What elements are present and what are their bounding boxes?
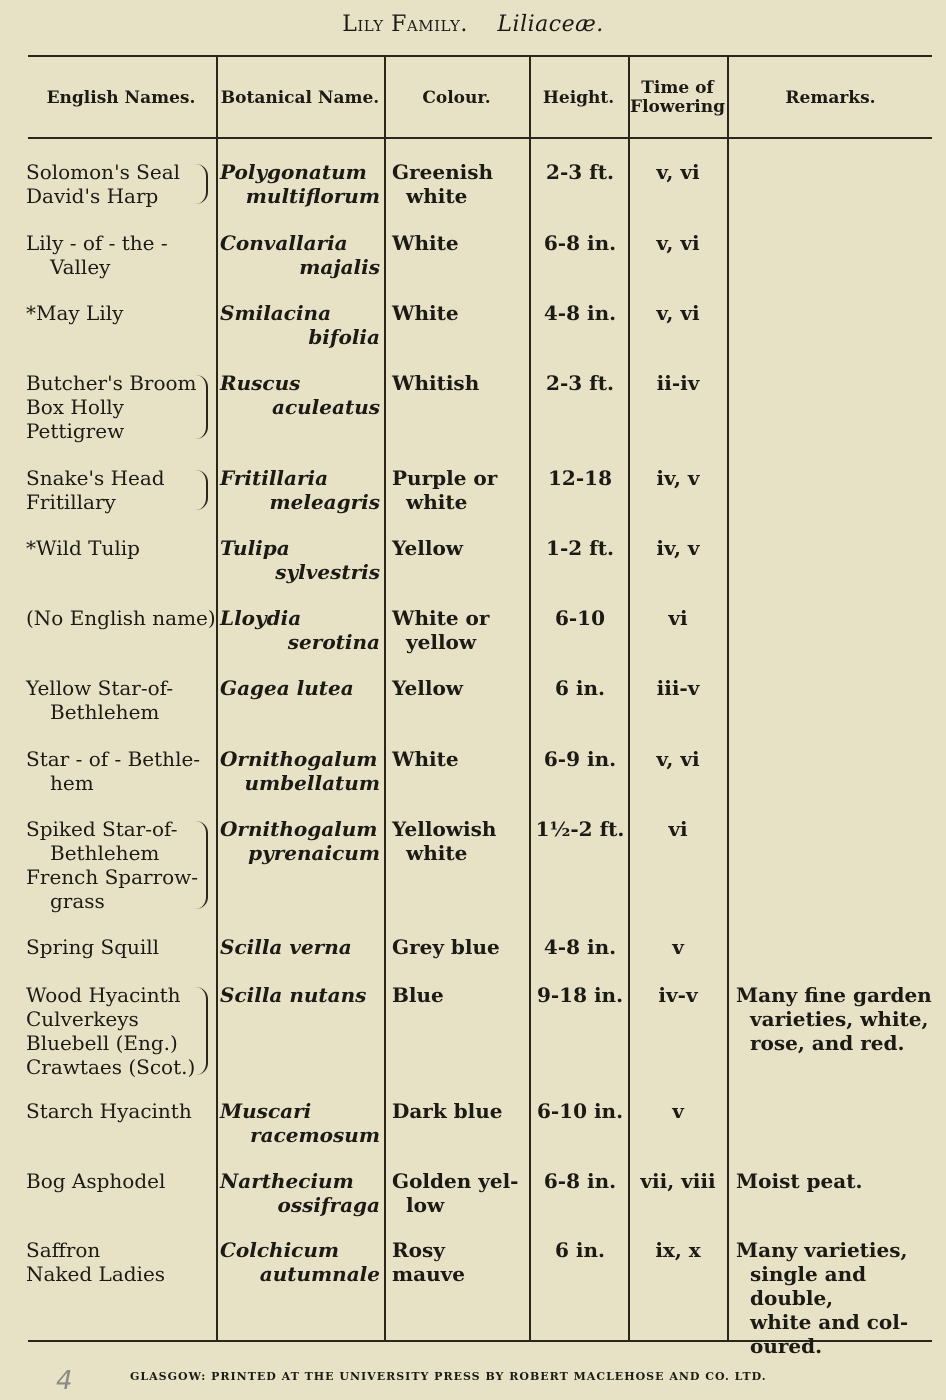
remark-line: single and double, [750, 1262, 867, 1310]
colour-cell [392, 1099, 522, 1123]
english-name-cell [26, 371, 211, 443]
remarks-cell [736, 1238, 932, 1358]
colour-cell [392, 301, 522, 325]
english-name-cell [26, 817, 211, 913]
botanical-name: Ornithogalum [220, 817, 378, 841]
flowering-time-cell: vii, viii [640, 1169, 716, 1193]
english-name: hem [50, 771, 94, 795]
flowering-time-cell: iii-v [656, 676, 700, 700]
remarks-cell [736, 983, 932, 1055]
colour-text: white [406, 490, 468, 514]
english-name: grass [50, 889, 105, 913]
colour-cell [392, 676, 522, 700]
english-name: Spiked Star-of- [26, 817, 178, 841]
english-name: Bethlehem [50, 841, 160, 865]
botanical-name: Ruscus [220, 371, 301, 395]
botanical-name: sylvestris [275, 560, 380, 584]
botanical-name: Gagea lutea [220, 676, 354, 700]
colour-cell [392, 231, 522, 255]
english-name: Bethlehem [50, 700, 160, 724]
flowering-time-cell: v, vi [656, 160, 700, 184]
page-mark: 4 [56, 1366, 73, 1396]
height-cell: 1-2 ft. [546, 536, 614, 560]
botanical-name-cell [220, 1169, 380, 1217]
botanical-name-cell [220, 536, 380, 584]
botanical-name: Scilla verna [220, 935, 352, 959]
header-remarks: Remarks. [785, 87, 876, 108]
height-cell: 6-9 in. [543, 747, 617, 771]
botanical-name-cell [220, 466, 380, 514]
colour-text: Greenish [392, 160, 494, 184]
flowering-time-cell: v [672, 935, 684, 959]
english-name: Naked Ladies [26, 1262, 166, 1286]
colour-text: white [406, 184, 468, 208]
colour-text: Blue [392, 983, 444, 1007]
english-name-cell [26, 301, 211, 325]
english-name: French Sparrow- [26, 865, 199, 889]
colour-text: Golden yel- [392, 1169, 519, 1193]
colour-text: Grey blue [392, 935, 500, 959]
botanical-name: Lloydia [220, 606, 302, 630]
flowering-time-cell: vi [668, 606, 688, 630]
column-divider [216, 57, 218, 1340]
english-name: Solomon's Seal [26, 160, 181, 184]
botanical-name: Muscari [220, 1099, 312, 1123]
botanical-name: ossifraga [277, 1193, 380, 1217]
brace-mark [196, 470, 208, 510]
botanical-name: meleagris [269, 490, 380, 514]
botanical-name: Smilacina [220, 301, 332, 325]
flowering-time-cell: iv-v [658, 983, 698, 1007]
flowering-time-cell: v, vi [656, 301, 700, 325]
flowering-time-cell: iv, v [656, 536, 700, 560]
flowering-time-cell: ii-iv [656, 371, 700, 395]
colour-cell [392, 747, 522, 771]
english-name: Culverkeys [26, 1007, 139, 1031]
brace-mark [196, 375, 208, 439]
height-cell: 6-8 in. [543, 1169, 617, 1193]
english-name: Star - of - Bethle- [26, 747, 201, 771]
english-name-cell [26, 1238, 211, 1286]
flowering-time-cell: iv, v [656, 466, 700, 490]
colour-cell [392, 817, 522, 865]
colour-text: White [392, 747, 459, 771]
height-cell: 4-8 in. [543, 301, 617, 325]
english-name-cell [26, 1099, 211, 1123]
botanical-name: pyrenaicum [248, 841, 380, 865]
title-latin: Liliaceæ. [497, 12, 604, 37]
colour-text: Rosy mauve [392, 1238, 466, 1286]
english-name-cell [26, 536, 211, 560]
botanical-name-cell [220, 817, 380, 865]
colour-cell [392, 466, 522, 514]
english-name-cell [26, 466, 211, 514]
flowering-time-cell: ix, x [655, 1238, 701, 1262]
height-cell: 6 in. [555, 1238, 605, 1262]
brace-mark [196, 821, 208, 909]
english-name-cell [26, 1169, 211, 1193]
height-cell: 2-3 ft. [546, 371, 614, 395]
botanical-name: Ornithogalum [220, 747, 378, 771]
colour-cell [392, 1169, 522, 1217]
colour-cell [392, 935, 522, 959]
english-name-cell [26, 231, 211, 279]
english-name: Fritillary [26, 490, 116, 514]
english-name: David's Harp [26, 184, 159, 208]
remark-line: oured. [750, 1334, 823, 1358]
colour-text: Purple or [392, 466, 498, 490]
colour-text: white [406, 841, 468, 865]
botanical-name: serotina [287, 630, 380, 654]
remark-line: white and col- [750, 1310, 909, 1334]
english-name: Saffron [26, 1238, 101, 1262]
botanical-name: bifolia [308, 325, 380, 349]
colour-text: White or [392, 606, 490, 630]
flowering-time-cell: v, vi [656, 747, 700, 771]
flowering-time-cell: vi [668, 817, 688, 841]
colour-text: low [406, 1193, 445, 1217]
brace-mark [196, 987, 208, 1075]
botanical-name-cell [220, 231, 380, 279]
brace-mark [196, 164, 208, 204]
colour-text: Yellow [392, 536, 464, 560]
colour-cell [392, 983, 522, 1007]
botanical-name: Fritillaria [220, 466, 329, 490]
botanical-name-cell [220, 371, 380, 419]
height-cell: 12-18 [548, 466, 612, 490]
english-name: Spring Squill [26, 935, 160, 959]
botanical-name-cell [220, 606, 380, 654]
remark-line: rose, and red. [750, 1031, 905, 1055]
botanical-name: multiflorum [245, 184, 380, 208]
column-divider [384, 57, 386, 1340]
english-name: *May Lily [26, 301, 124, 325]
colour-text: yellow [406, 630, 477, 654]
column-divider [529, 57, 531, 1340]
botanical-name: Scilla nutans [220, 983, 367, 1007]
botanical-name-cell [220, 747, 380, 795]
botanical-name: Polygonatum [220, 160, 367, 184]
remark-line: varieties, white, [750, 1007, 929, 1031]
page-title [0, 12, 946, 37]
english-name-cell [26, 606, 216, 630]
colour-cell [392, 160, 522, 208]
height-cell: 6-10 in. [536, 1099, 624, 1123]
height-cell: 6-8 in. [543, 231, 617, 255]
botanical-name: umbellatum [244, 771, 380, 795]
english-name-cell [26, 983, 211, 1079]
header-rule [28, 137, 932, 139]
botanical-name: racemosum [250, 1123, 380, 1147]
header-botanical: Botanical Name. [220, 87, 380, 108]
colour-text: White [392, 301, 459, 325]
header-height: Height. [542, 87, 615, 108]
colour-text: Yellow [392, 676, 464, 700]
english-name: Crawtaes (Scot.) [26, 1055, 196, 1079]
botanical-name: majalis [299, 255, 380, 279]
top-rule [28, 55, 932, 57]
botanical-name-cell [220, 935, 380, 959]
botanical-name: Colchicum [220, 1238, 340, 1262]
english-name: Bluebell (Eng.) [26, 1031, 178, 1055]
height-cell: 4-8 in. [543, 935, 617, 959]
colour-text: White [392, 231, 459, 255]
colour-cell [392, 536, 522, 560]
column-divider [628, 57, 630, 1340]
botanical-name-cell [220, 983, 380, 1007]
colour-cell [392, 606, 522, 654]
height-cell: 2-3 ft. [546, 160, 614, 184]
remark-line: Many varieties, [736, 1238, 908, 1262]
english-name-cell [26, 747, 211, 795]
header-english: English Names. [46, 87, 196, 108]
colour-text: Yellowish [392, 817, 497, 841]
botanical-name: Convallaria [220, 231, 348, 255]
english-name: *Wild Tulip [26, 536, 140, 560]
english-name: Valley [50, 255, 111, 279]
botanical-name-cell [220, 676, 380, 700]
english-name: (No English name) [26, 606, 216, 630]
column-divider [727, 57, 729, 1340]
botanical-name: Tulipa [220, 536, 290, 560]
colour-text: Dark blue [392, 1099, 503, 1123]
height-cell: 9-18 in. [536, 983, 624, 1007]
remarks-cell [736, 1169, 932, 1193]
english-name: Wood Hyacinth [26, 983, 181, 1007]
height-cell: 6 in. [555, 676, 605, 700]
remark-line: Moist peat. [736, 1169, 863, 1193]
botanical-name: aculeatus [272, 395, 380, 419]
english-name: Starch Hyacinth [26, 1099, 192, 1123]
height-cell: 6-10 [554, 606, 606, 630]
english-name: Yellow Star-of- [26, 676, 174, 700]
flowering-time-cell: v, vi [656, 231, 700, 255]
english-name: Pettigrew [26, 419, 125, 443]
botanical-name: Narthecium [220, 1169, 354, 1193]
botanical-name-cell [220, 1099, 380, 1147]
english-name: Box Holly [26, 395, 124, 419]
botanical-name-cell [220, 160, 380, 208]
english-name-cell [26, 160, 211, 208]
english-name: Lily - of - the - [26, 231, 168, 255]
english-name: Butcher's Broom [26, 371, 197, 395]
english-name-cell [26, 676, 211, 724]
english-name-cell [26, 935, 211, 959]
english-name: Bog Asphodel [26, 1169, 166, 1193]
flowering-time-cell: v [672, 1099, 684, 1123]
height-cell: 1½-2 ft. [535, 817, 625, 841]
colour-cell [392, 371, 522, 395]
header-colour: Colour. [422, 87, 491, 108]
printer-footer: GLASGOW: PRINTED AT THE UNIVERSITY PRESS BY ROBERT MACLEHOSE AND CO. LTD. [130, 1370, 767, 1383]
botanical-name: autumnale [259, 1262, 380, 1286]
botanical-name-cell [220, 301, 380, 349]
english-name: Snake's Head [26, 466, 165, 490]
colour-text: Whitish [392, 371, 480, 395]
remark-line: Many fine garden [736, 983, 932, 1007]
colour-cell [392, 1238, 522, 1286]
botanical-name-cell [220, 1238, 380, 1286]
title-main: Lily Family. [342, 12, 468, 37]
header-time: Time of Flowering [630, 78, 725, 117]
